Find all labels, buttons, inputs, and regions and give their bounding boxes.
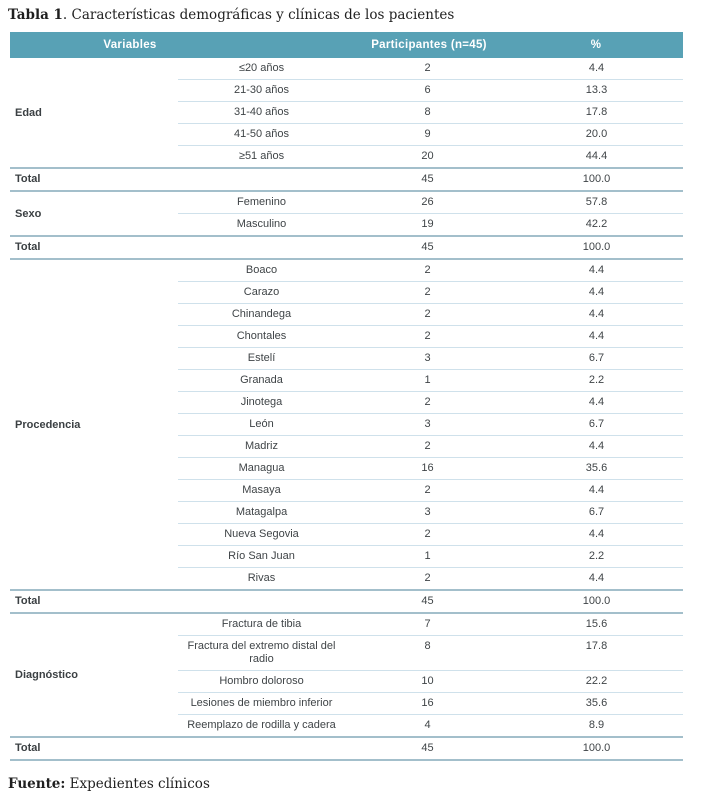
total-row — [10, 235, 683, 260]
category-cell: Fractura de tibia — [221, 618, 302, 630]
category-cell: Jinotega — [240, 396, 283, 408]
table-body — [10, 58, 683, 761]
percent-cell: 6.7 — [588, 418, 605, 430]
category-cell: Femenino — [237, 196, 286, 208]
category-cell: Granada — [240, 374, 283, 386]
total-label: Total — [15, 742, 41, 754]
table-row — [178, 101, 683, 123]
table-row — [178, 614, 683, 635]
category-cell: Carazo — [243, 286, 280, 298]
count-cell: 1 — [424, 374, 431, 386]
table-row — [178, 435, 683, 457]
group-rows — [178, 614, 683, 736]
percent-cell: 6.7 — [588, 506, 605, 518]
header-percent: % — [590, 39, 602, 51]
count-cell: 26 — [421, 196, 434, 208]
table-row — [178, 457, 683, 479]
percent-cell: 44.4 — [585, 150, 608, 162]
percent-cell: 4.4 — [588, 396, 605, 408]
count-cell: 4 — [424, 719, 431, 731]
count-cell: 16 — [421, 697, 434, 709]
count-cell: 2 — [424, 396, 431, 408]
total-count-cell: 45 — [421, 742, 434, 754]
count-cell: 2 — [424, 330, 431, 342]
category-cell: ≥51 años — [238, 150, 285, 162]
count-cell: 6 — [424, 84, 431, 96]
source-label: Fuente: — [8, 776, 66, 792]
category-cell: Río San Juan — [228, 550, 295, 562]
percent-cell: 2.2 — [588, 550, 605, 562]
table-row — [178, 670, 683, 692]
percent-cell: 4.4 — [588, 528, 605, 540]
percent-cell: 4.4 — [588, 330, 605, 342]
source-note — [8, 776, 704, 792]
percent-cell: 2.2 — [588, 374, 605, 386]
table-row — [178, 523, 683, 545]
table-row — [178, 479, 683, 501]
category-cell: Hombro doloroso — [219, 675, 304, 687]
count-cell: 2 — [424, 484, 431, 496]
count-cell: 9 — [424, 128, 431, 140]
group-rows — [178, 58, 683, 167]
count-cell: 2 — [424, 62, 431, 74]
percent-cell: 42.2 — [585, 218, 608, 230]
category-cell: ≤20 años — [238, 62, 285, 74]
category-cell: Nueva Segovia — [224, 528, 299, 540]
category-cell: Masculino — [236, 218, 287, 230]
percent-cell: 4.4 — [588, 62, 605, 74]
count-cell: 2 — [424, 308, 431, 320]
count-cell: 19 — [421, 218, 434, 230]
category-cell: Chinandega — [231, 308, 292, 320]
percent-cell: 17.8 — [585, 106, 608, 118]
total-label: Total — [15, 595, 41, 607]
percent-cell: 15.6 — [585, 618, 608, 630]
category-cell: Estelí — [247, 352, 276, 364]
count-cell: 20 — [421, 150, 434, 162]
percent-cell: 4.4 — [588, 484, 605, 496]
category-cell: 31-40 años — [233, 106, 290, 118]
variable-group — [10, 260, 683, 589]
count-cell: 16 — [421, 462, 434, 474]
percent-cell: 20.0 — [585, 128, 608, 140]
category-cell: Managua — [238, 462, 285, 474]
total-percent-cell: 100.0 — [582, 241, 611, 253]
total-percent-cell: 100.0 — [582, 595, 611, 607]
category-cell: Lesiones de miembro inferior — [190, 697, 333, 709]
table-title-text: . Características demográficas y clínicas de los pacientes — [62, 7, 455, 23]
category-cell: 41-50 años — [233, 128, 290, 140]
percent-cell: 8.9 — [588, 719, 605, 731]
table-row — [178, 501, 683, 523]
count-cell: 2 — [424, 572, 431, 584]
table-row — [178, 58, 683, 79]
count-cell: 7 — [424, 618, 431, 630]
table-row — [178, 303, 683, 325]
category-cell: 21-30 años — [233, 84, 290, 96]
percent-cell: 35.6 — [585, 462, 608, 474]
table-row — [178, 545, 683, 567]
source-text: Expedientes clínicos — [65, 776, 210, 792]
table-row — [178, 714, 683, 736]
percent-cell: 57.8 — [585, 196, 608, 208]
count-cell: 2 — [424, 528, 431, 540]
total-percent-cell: 100.0 — [582, 742, 611, 754]
table-row — [178, 260, 683, 281]
total-label: Total — [15, 173, 41, 185]
variable-group — [10, 58, 683, 167]
percent-cell: 6.7 — [588, 352, 605, 364]
count-cell: 10 — [421, 675, 434, 687]
category-cell: Boaco — [245, 264, 278, 276]
table-row — [178, 123, 683, 145]
table-row — [178, 79, 683, 101]
group-label: Sexo — [15, 207, 42, 220]
header-participantes: Participantes (n=45) — [371, 39, 487, 51]
count-cell: 2 — [424, 440, 431, 452]
data-table — [10, 32, 683, 761]
total-row — [10, 167, 683, 192]
table-title-number: Tabla 1 — [8, 7, 63, 23]
percent-cell: 35.6 — [585, 697, 608, 709]
variable-group — [10, 192, 683, 235]
total-row — [10, 589, 683, 614]
percent-cell: 4.4 — [588, 286, 605, 298]
percent-cell: 22.2 — [585, 675, 608, 687]
total-count-cell: 45 — [421, 595, 434, 607]
category-cell: Rivas — [247, 572, 276, 584]
total-count-cell: 45 — [421, 173, 434, 185]
category-cell: Chontales — [236, 330, 287, 342]
variable-group — [10, 614, 683, 736]
table-title — [8, 8, 704, 23]
percent-cell: 4.4 — [588, 572, 605, 584]
table-row — [178, 635, 683, 670]
total-count-cell: 45 — [421, 241, 434, 253]
table-row — [178, 213, 683, 235]
table-row — [178, 413, 683, 435]
table-row — [178, 145, 683, 167]
group-label: Procedencia — [15, 418, 81, 431]
total-label: Total — [15, 241, 41, 253]
table-row — [178, 192, 683, 213]
group-label: Edad — [15, 106, 42, 119]
table-row — [178, 281, 683, 303]
category-cell: Fractura del extremo distal del radio — [187, 640, 336, 665]
count-cell: 8 — [424, 106, 431, 118]
header-variables: Variables — [103, 39, 157, 51]
table-row — [178, 692, 683, 714]
group-rows — [178, 192, 683, 235]
category-cell: Madriz — [244, 440, 278, 452]
category-cell: Masaya — [242, 484, 281, 496]
group-rows — [178, 260, 683, 589]
table-header-row — [10, 32, 683, 58]
table-row — [178, 567, 683, 589]
category-cell: Matagalpa — [235, 506, 288, 518]
table-row — [178, 391, 683, 413]
category-cell: Reemplazo de rodilla y cadera — [187, 719, 336, 731]
count-cell: 3 — [424, 418, 431, 430]
percent-cell: 4.4 — [588, 308, 605, 320]
group-label: Diagnóstico — [15, 669, 78, 681]
total-row — [10, 736, 683, 761]
count-cell: 8 — [424, 640, 431, 652]
count-cell: 1 — [424, 550, 431, 562]
count-cell: 2 — [424, 286, 431, 298]
percent-cell: 4.4 — [588, 440, 605, 452]
table-row — [178, 347, 683, 369]
total-percent-cell: 100.0 — [582, 173, 611, 185]
table-row — [178, 369, 683, 391]
percent-cell: 4.4 — [588, 264, 605, 276]
count-cell: 3 — [424, 506, 431, 518]
category-cell: León — [249, 418, 274, 430]
count-cell: 2 — [424, 264, 431, 276]
percent-cell: 17.8 — [585, 640, 608, 652]
percent-cell: 13.3 — [585, 84, 608, 96]
table-row — [178, 325, 683, 347]
count-cell: 3 — [424, 352, 431, 364]
